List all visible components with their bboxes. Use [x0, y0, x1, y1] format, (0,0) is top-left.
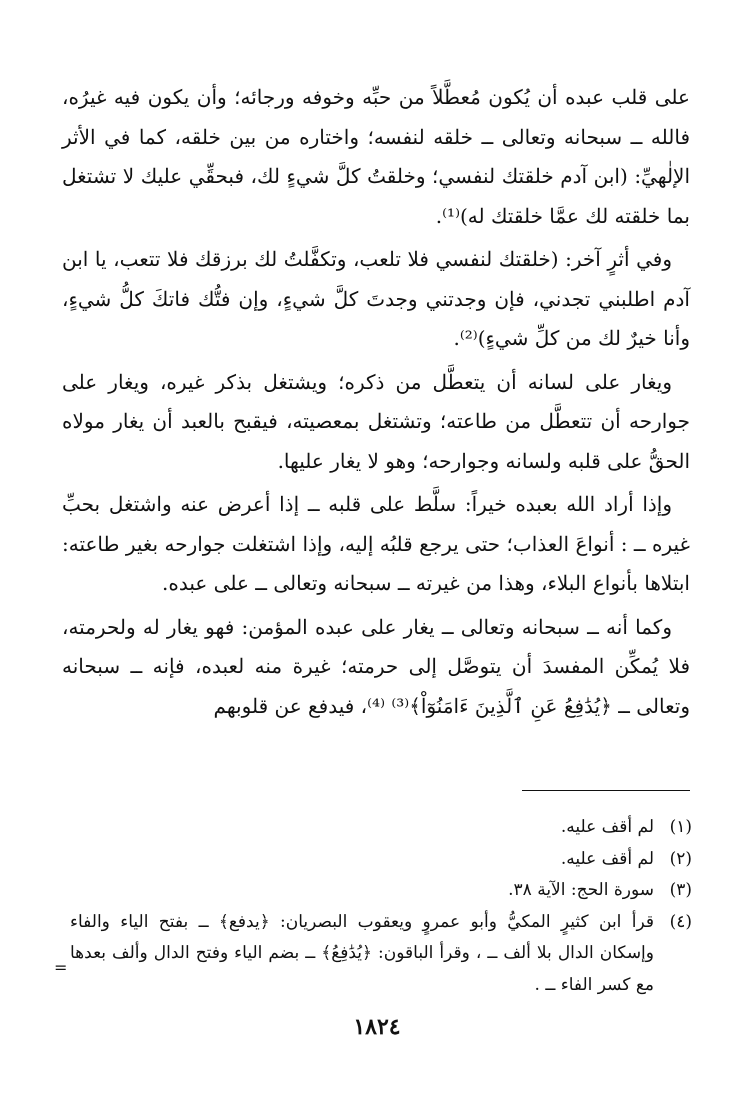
- footnote-number: (١): [669, 817, 692, 837]
- footnote-2: [70, 844, 692, 876]
- footnote-text: لم أقف عليه.: [560, 817, 654, 837]
- paragraph-5: وكما أنه ــ سبحانه وتعالى ــ يغار على عبده المؤمن: فهو يغار له ولحرمته، فلا يُمكِّن المفسدَ أن يتوصَّل إلى حرمته؛ غيرة منه لعبده، فإنه ــ سبحانه وتعالى ــ ﴿يُدَٰفِعُ عَنِ ٱلَّذِينَ ءَامَنُوٓاْ﴾⁽³⁾ ⁽⁴⁾، فيدفع عن قلوبهم: [62, 614, 690, 718]
- page-number: ١٨٢٤: [353, 1014, 401, 1040]
- continuation-mark: =: [54, 958, 68, 977]
- footnote-4: [70, 907, 692, 1002]
- paragraph-1: على قلب عبده أن يُكون مُعطَّلاً من حبِّه وخوفه ورجائه؛ وأن يكون فيه غيرُه، فالله ــ سبحانه وتعالى ــ خلقه لنفسه؛ واختاره من بين خلقه، كما في الأثر الإلٰهيِّ: (ابن آدم خلقتك لنفسي؛ وخلقتُ كلَّ شيءٍ لك، فبحقِّي عليك لا تشتغل بما خلقته لك عمَّا خلقتك له)⁽¹⁾.: [62, 85, 690, 228]
- footnote-text: سورة الحج: الآية ٣٨.: [508, 880, 654, 900]
- footnote-number: (٢): [669, 848, 692, 869]
- footnote-number: (٤): [669, 911, 692, 932]
- main-text: [62, 78, 690, 730]
- footnote-text: قرأ ابن كثيرٍ المكيُّ وأبو عمروٍ ويعقوب البصريان: ﴿يدفع﴾ ــ بفتح الياء والفاء وإسكان الدال بلا ألف ــ ، وقرأ الباقون: ﴿يُدَٰفِعُ﴾ ــ بضم الياء وفتح الدال وألف بعدها مع كسر الفاء ــ .: [70, 911, 654, 995]
- paragraph-4: وإذا أراد الله بعبده خيراً: سلَّط على قلبه ــ إذا أعرض عنه واشتغل بحبِّ غيره ــ : أنواعَ العذاب؛ حتى يرجع قلبُه إليه، وإذا اشتغلت جوارحه بغير طاعته: ابتلاها بأنواع البلاء، وهذا من غيرته ــ سبحانه وتعالى ــ على عبده.: [62, 492, 691, 595]
- paragraph-2: وفي أثرٍ آخر: (خلقتك لنفسي فلا تلعب، وتكفَّلتُ لك برزقك فلا تتعب، يا ابن آدم اطلبني تجدني، فإن وجدتني وجدتَ كلَّ شيءٍ، وإن فتُّك فاتكَ كلُّ شيءٍ، وأنا خيرٌ لك من كلِّ شيءٍ)⁽²⁾.: [62, 247, 690, 350]
- footnote-1: [70, 812, 692, 844]
- footnotes: [70, 812, 692, 1001]
- footnote-text: لم أقف عليه.: [560, 848, 654, 869]
- footnote-3: [70, 875, 692, 907]
- paragraph-3: ويغار على لسانه أن يتعطَّل من ذكره؛ ويشتغل بذكر غيره، ويغار على جوارحه أن تتعطَّل من طاعته؛ وتشتغل بمعصيته، فيقبح بالعبد أن يغار مولاه الحقُّ على قلبه ولسانه وجوارحه؛ وهو لا يغار عليها.: [62, 369, 690, 473]
- footnote-separator: [522, 790, 690, 791]
- footnote-number: (٣): [669, 880, 692, 900]
